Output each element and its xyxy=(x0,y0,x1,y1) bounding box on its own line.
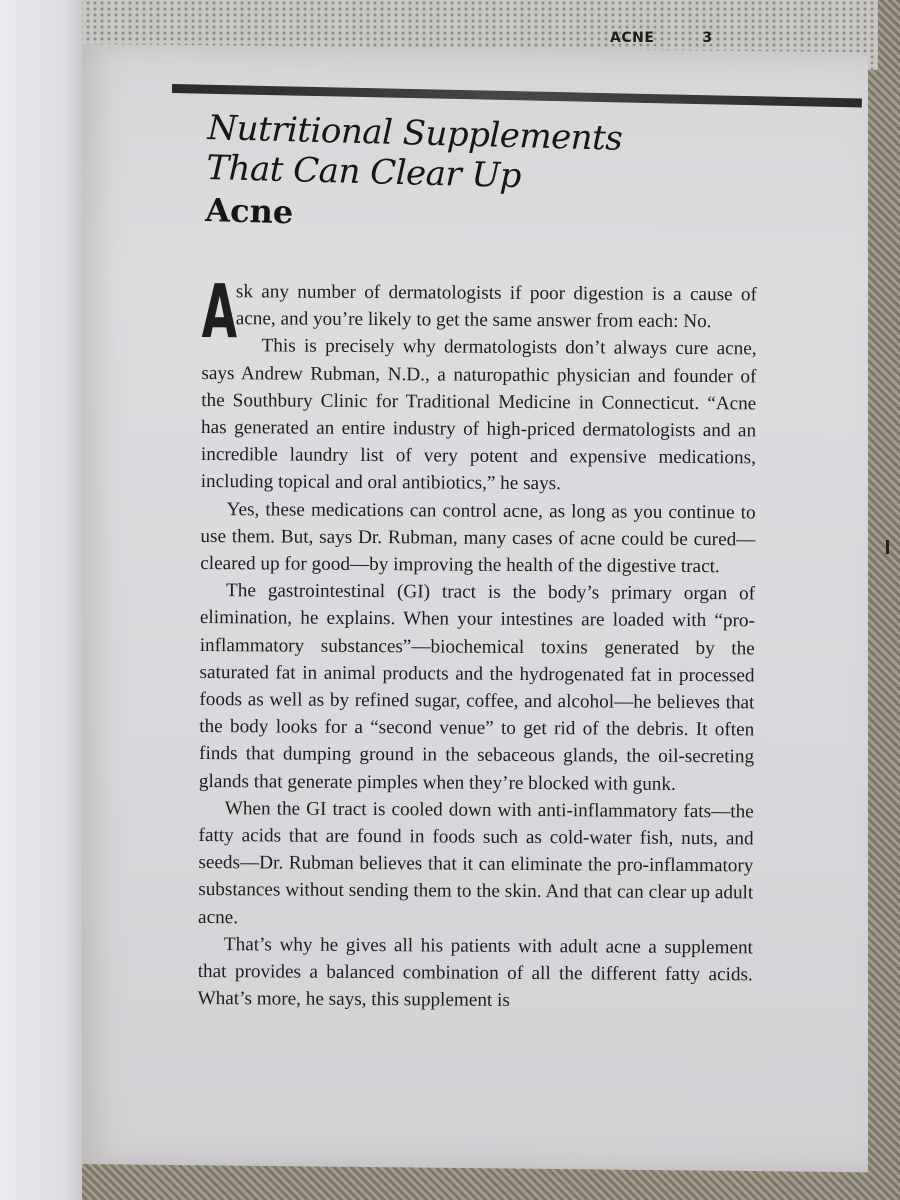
paragraph-3: Yes, these medications can control acne, as long as you continue to use them. But, says Dr. Rubman, many cases of acne could be cured—cleared up for good—by improving the health of the digestive tract. xyxy=(200,498,756,578)
page-edge-mark xyxy=(886,540,889,554)
article-body xyxy=(197,269,757,1016)
title-line-1: Nutritional Supplements xyxy=(206,108,623,159)
paragraph-1-text: sk any number of dermatologists if poor digestion is a cause of acne, and you’re likely to get the same answer from each: No. xyxy=(235,281,757,333)
chapter-title xyxy=(205,108,623,241)
left-page-edge xyxy=(0,0,82,1200)
paragraph-6: That’s why he gives all his patients with adult acne a supplement that provides a balanced combination of all the different fatty acids. What’s more, he says, this supplement is xyxy=(197,934,753,1012)
running-header-section: ACNE xyxy=(610,30,655,46)
paragraph-5: When the GI tract is cooled down with anti-inflammatory fats—the fatty acids that are found in foods such as cold-water fish, nuts, and seeds—Dr. Rubman believes that it can eliminate the pro-inflammatory substances without sending them to the skin. And that can clear up adult acne. xyxy=(198,798,754,928)
paragraph-1 xyxy=(201,269,757,356)
drop-cap: A xyxy=(201,269,238,356)
running-header xyxy=(610,30,713,46)
page-number: 3 xyxy=(702,30,713,46)
title-line-2: That Can Clear Up xyxy=(205,147,522,197)
title-line-3: Acne xyxy=(204,190,294,232)
paragraph-2: This is precisely why dermatologists don’t always cure acne, says Andrew Rubman, N.D., a naturopathic physician and founder of the Southbury Clinic for Traditional Medicine in Connecticut. “Acne has generated an entire industry of high-priced dermatologists and an incredible laundry list of very potent and expensive medications, including topical and oral antibiotics,” he says. xyxy=(200,335,757,495)
paragraph-4: The gastrointestinal (GI) tract is the body’s primary organ of elimination, he explains. When your intestines are loaded with “pro-inflammatory substances”—biochemical toxins generated by the saturated fat in animal products and the hydrogenated fat in processed foods as well as by refined sugar, coffee, and alcohol—he believes that the body looks for a “second venue” to get rid of the debris. It often finds that dumping ground in the sebaceous glands, the oil-secreting glands that generate pimples when they’re blocked with gunk. xyxy=(198,580,756,795)
